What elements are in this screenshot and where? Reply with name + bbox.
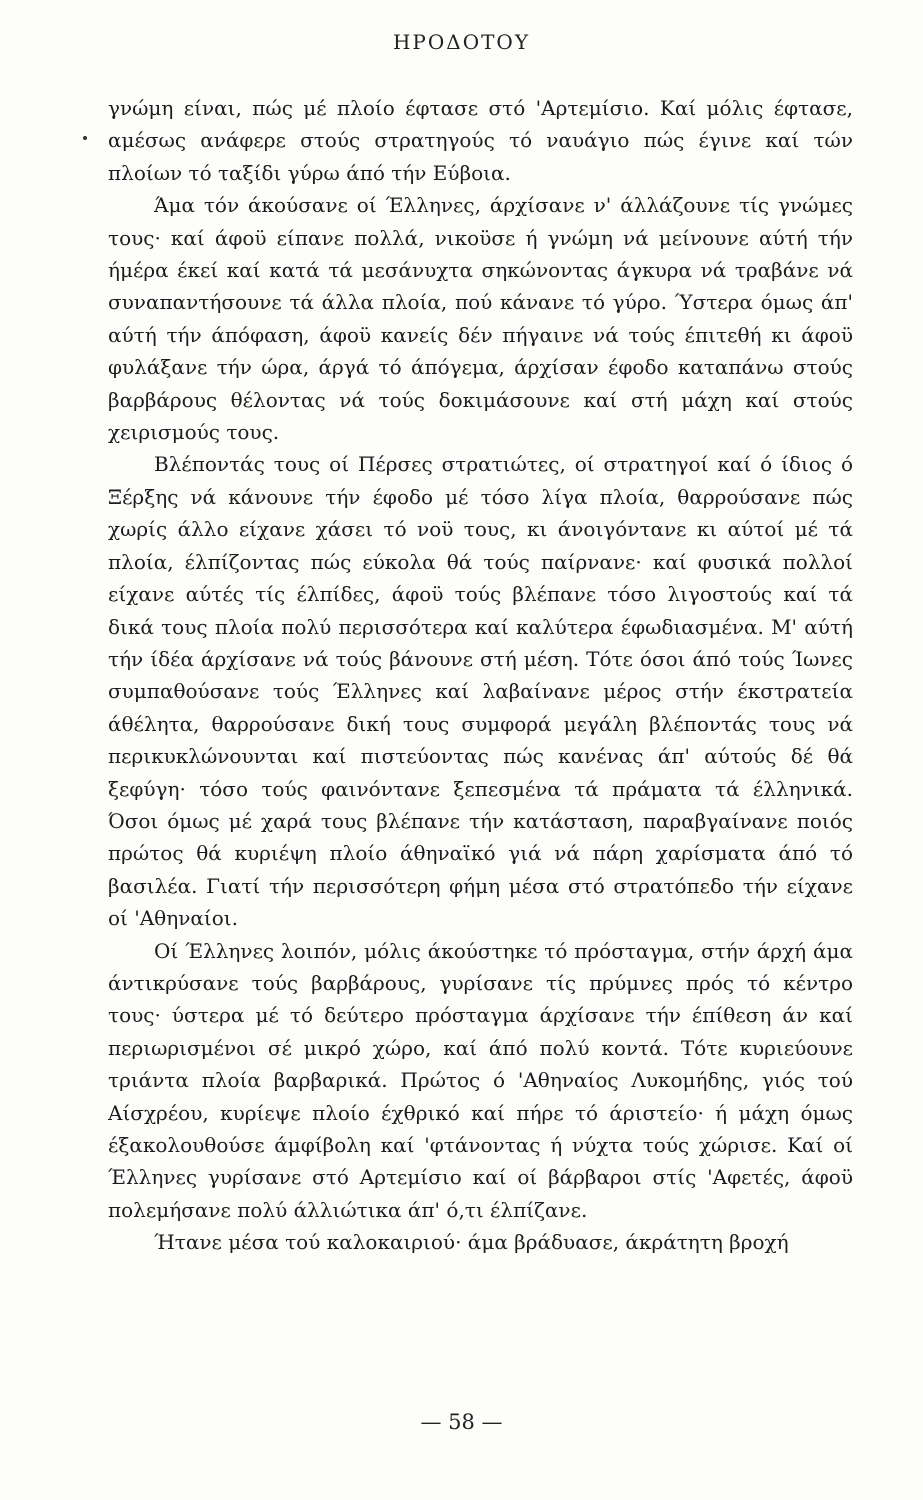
page-number: — 58 —	[420, 1410, 503, 1434]
paragraph: Ήτανε μέσα τού καλοκαιριού· άμα βράδυασε, άκράτητη βροχή	[154, 1230, 789, 1255]
body-text	[108, 92, 853, 1259]
margin-mark	[83, 136, 87, 140]
paragraph: Βλέποντάς τους οί Πέρσες στρατιώτες, οί στρατηγοί καί ό ίδιος ό Ξέρξης νά κάνουνε τήν έφοδο μέ τόσο λίγα πλοία, θαρρούσανε πώς χωρίς άλλο είχανε χάσει τό νοϋ τους, κι άνοιγόντανε κι αύτοί μέ τά πλοία, έλπίζοντας πώς εύκολα θά τούς παίρνανε· καί φυσικά πολλοί είχανε αύτές τίς έλπίδες, άφοϋ τούς βλέπανε τόσο λιγοστούς καί τά δικά τους πλοία πολύ περισσότερα καί καλύτερα έφωδιασμένα. Μ' αύτή τήν ίδέα άρχίσανε νά τούς βάνουνε στή μέση. Τότε όσοι άπό τούς Ίωνες συμπαθούσανε τούς Έλληνες καί λαβαίνανε μέρος στήν έκστρατεία άθέλητα, θαρρούσανε δική τους συμφορά μεγάλη βλέποντάς τους νά περικυκλώνουνται καί πιστεύοντας πώς κανένας άπ' αύτούς δέ θά ξεφύγη· τόσο τούς φαινόντανε ξεπεσμένα τά πράματα τά έλληνικά. Όσοι όμως μέ χαρά τους βλέπανε τήν κατάσταση, παραβγαίνανε ποιός πρώτος θά κυριέψη πλοίο άθηναϊκό γιά νά πάρη χαρίσματα άπό τό βασιλέα. Γιατί τήν περισσότερη φήμη μέσα στό στρατόπεδο τήν είχανε οί 'Αθηναίοι.	[108, 452, 853, 931]
running-header-title: ΗΡΟΔΟΤΟΥ	[392, 30, 531, 54]
paragraph: Άμα τόν άκούσανε οί Έλληνες, άρχίσανε ν' άλλάζουνε τίς γνώμες τους· καί άφοϋ είπανε πολλά, νικοϋσε ή γνώμη νά μείνουνε αύτή τήν ήμέρα έκεί καί κατά τά μεσάνυχτα σηκώνοντας άγκυρα νά τραβάνε νά συναπαντήσουνε τά άλλα πλοία, πού κάνανε τό γύρο. Ύστερα όμως άπ' αύτή τήν άπόφαση, άφοϋ κανείς δέν πήγαινε νά τούς έπιτεθή κι άφοϋ φυλάξανε τήν ώρα, άργά τό άπόγεμα, άρχίσαν έφοδο καταπάνω στούς βαρβάρους θέλοντας νά τούς δοκιμάσουνε καί στή μάχη καί στούς χειρισμούς τους.	[108, 193, 853, 445]
paragraph-continued: γνώμη είναι, πώς μέ πλοίο έφτασε στό 'Αρτεμίσιο. Καί μόλις έφτασε, αμέσως ανάφερε στούς στρατηγούς τό ναυάγιο πώς έγινε καί τών πλοίων τό ταξίδι γύρω άπό τήν Εύβοια.	[108, 96, 853, 185]
paragraph: Οί Έλληνες λοιπόν, μόλις άκούστηκε τό πρόσταγμα, στήν άρχή άμα άντικρύσανε τούς βαρβάρους, γυρίσανε τίς πρύμνες πρός τό κέντρο τους· ύστερα μέ τό δεύτερο πρόσταγμα άρχίσανε τήν έπίθεση άν καί περιωρισμένοι σέ μικρό χώρο, καί άπό πολύ κοντά. Τότε κυριεύουνε τριάντα πλοία βαρβαρικά. Πρώτος ό 'Αθηναίος Λυκομήδης, γιός τού Αίσχρέου, κυρίεψε πλοίο έχθρικό καί πήρε τό άριστείο· ή μάχη όμως έξακολουθούσε άμφίβολη καί 'φτάνοντας ή νύχτα τούς χώρισε. Καί οί Έλληνες γυρίσανε στό Αρτεμίσιο καί οί βάρβαροι στίς 'Αφετές, άφοϋ πολεμήσανε πολύ άλλιώτικα άπ' ό,τι έλπίζανε.	[108, 938, 853, 1222]
